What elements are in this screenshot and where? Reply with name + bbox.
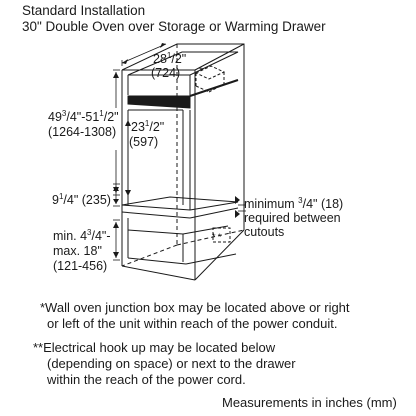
title-line-1: Standard Installation — [22, 3, 146, 18]
floor-range-min-label: min. $4^3/4"-$ — [53, 228, 111, 243]
cutout-gap-line-2: required between — [244, 211, 341, 225]
floor-range-metric-label: (121-456) — [53, 259, 108, 273]
title-line-2: 30" Double Oven over Storage or Warming Drawer — [22, 19, 326, 34]
height-range-metric-label: (1264-1308) — [48, 125, 117, 139]
note-2-line-1: **Electrical hook up may be located below — [33, 340, 276, 355]
footer-units: Measurements in inches (mm) — [222, 395, 397, 410]
electrical-hookup-marker: * * — [212, 232, 222, 242]
height-range-imperial-label: $49^3/4"-51^1/2$" — [48, 109, 119, 124]
cutout-gap-line-3: cutouts — [244, 225, 285, 239]
note-2-line-2: (depending on space) or next to the drawer — [47, 356, 296, 371]
drawer-gap-label: $9^1/4$" (235) — [52, 192, 111, 207]
middle-shelf — [122, 197, 238, 218]
note-1-line-2: or left of the unit within reach of the power conduit. — [47, 316, 338, 331]
note-2-line-3: within the reach of the power cord. — [47, 372, 246, 387]
note-1-line-1: *Wall oven junction box may be located above or right — [40, 300, 350, 315]
inner-height-metric-label: (597) — [129, 135, 159, 149]
floor-range-max-label: max. 18" — [53, 244, 102, 258]
inner-height-imperial-label: $23^1/2$" — [131, 119, 165, 134]
width-imperial-label: $28^1/2$" — [153, 51, 187, 66]
junction-box-marker: * — [199, 66, 203, 77]
cutout-gap-line-1: minimum $^3$/4" (18) — [244, 196, 344, 211]
oven-shelf — [128, 80, 238, 108]
width-metric-label: (724) — [151, 66, 181, 80]
